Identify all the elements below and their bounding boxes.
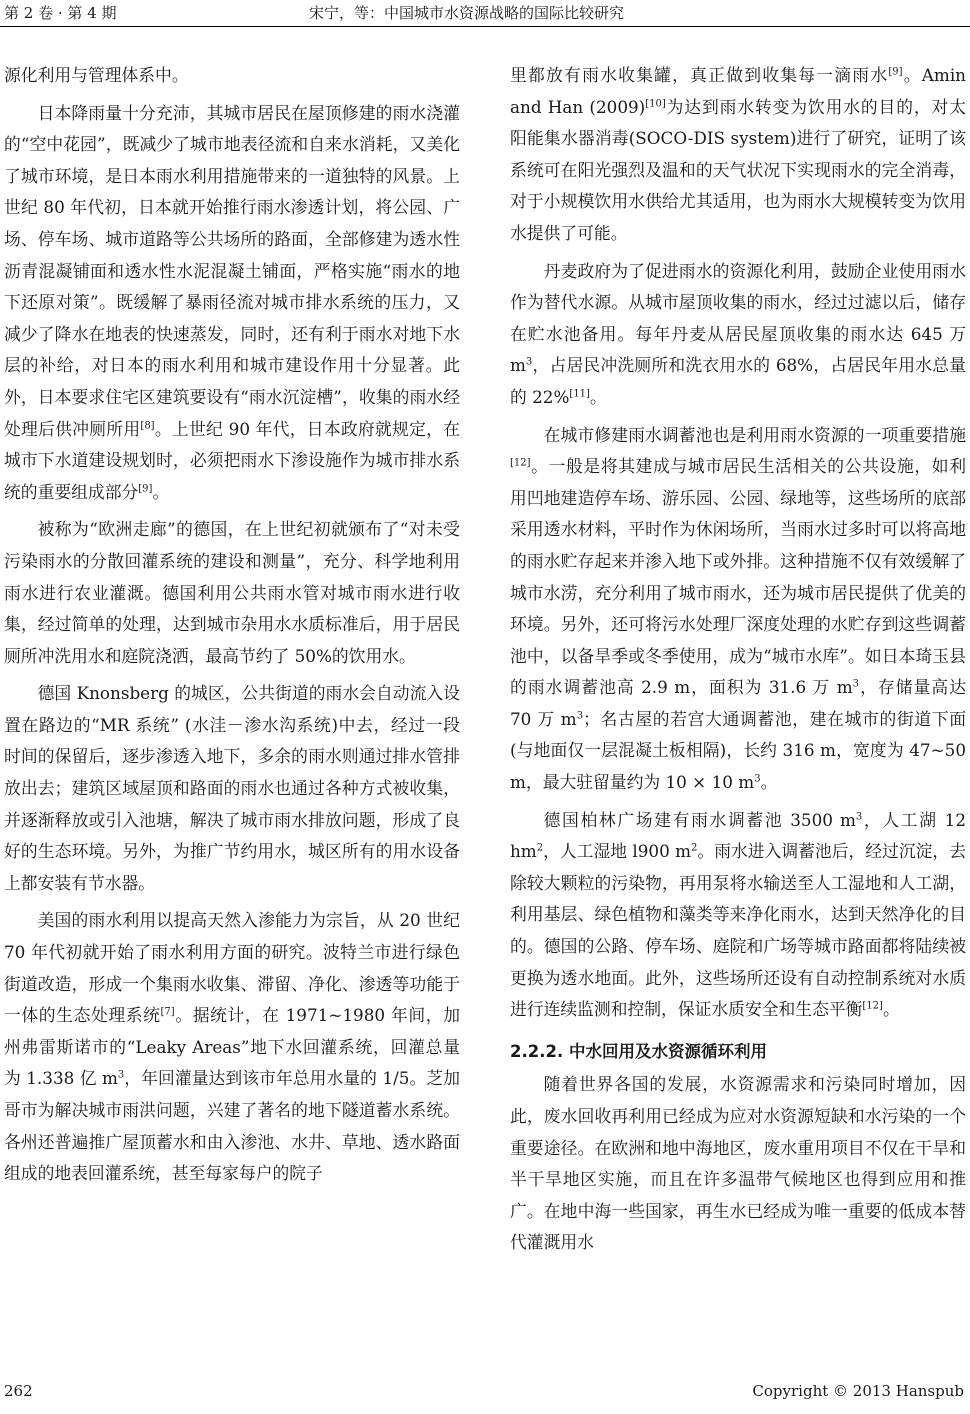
citation: [9] [138, 483, 153, 495]
page-number: 262 [4, 1382, 33, 1400]
citation: [12] [510, 457, 531, 469]
left-column [4, 60, 460, 1196]
citation: [12] [862, 1000, 883, 1012]
section-heading: 2.2.2. 中水回用及水资源循环利用 [510, 1041, 767, 1061]
superscript: 3 [117, 1069, 125, 1081]
paragraph-japan: 日本降雨量十分充沛，其城市居民在屋顶修建的雨水浇灌的“空中花园”，既减少了城市地表径流和自来水消耗，又美化了城市环境，是日本雨水利用措施带来的一道独特的风景。上世纪 80 年代初，日本就开始推行雨水渗透计划，将公园、广场、停车场、城市道路等公共场所的路面，全部修建为透水性沥青混凝铺面和透水性水泥混凝土铺面，严格实施“雨水的地下还原对策”。既缓解了暴雨径流对城市排水系统的压力，又减少了降水在地表的快速蒸发，同时，还有利于雨水对地下水层的补给，对日本的雨水利用和城市建设作用十分显著。此外，日本要求住宅区建筑要设有“雨水沉淀槽”，收集的雨水经处理后供冲厕所用[8]。上世纪 90 年代，日本政府就规定，在城市下水道建设规划时，必须把雨水下渗设施作为城市排水系统的重要组成部分[9]。 [4, 102, 460, 502]
paragraph-germany: 被称为“欧洲走廊”的德国，在上世纪初就颁布了“对未受污染雨水的分散回灌系统的建设和测量”，充分、科学地利用雨水进行农业灌溉。德国利用公共雨水管对城市雨水进行收集，经过简单的处理，达到城市杂用水水质标准后，用于居民厕所冲洗用水和庭院浇洒，最高节约了 50%的饮用水。 [4, 519, 460, 666]
citation: [10] [645, 98, 666, 109]
paragraph-knonsberg: 德国 Knonsberg 的城区，公共街道的雨水会自动流入设置在路边的“MR 系统” (水洼－渗水沟系统)中去，经过一段时间的保留后，逐步渗透入地下，多余的雨水则通过排水管排放出去；建筑区域屋顶和路面的雨水也通过各种方式被收集，并逐渐释放或引入池塘，解决了城市雨水排放问题，形成了良好的生态环境。另外，为推广节约用水，城区所有的用水设备上都安装有节水器。 [4, 683, 460, 893]
paragraph-storage-ponds: 在城市修建雨水调蓄池也是利用雨水资源的一项重要措施[12]。一般是将其建成与城市居民生活相关的公共设施，如利用凹地建造停车场、游乐园、公园、绿地等，这些场所的底部采用透水材料，平时作为休闲场所，当雨水过多时可以将高地的雨水贮存起来并渗入地下或外排。这种措施不仅有效缓解了城市水涝，充分利用了城市雨水，还为城市居民提供了优美的环境。另外，还可将污水处理厂深度处理的水贮存到这些调蓄池中，以备旱季或冬季使用，成为“城市水库”。如日本琦玉县的雨水调蓄池高 2.9 m，面积为 31.6 万 $m^3$，存储量高达 70 万 $m^3$；名古屋的若宫大通调蓄池，建在城市的街道下面(与地面仅一层混凝土板相隔)，长约 316 m，宽度为 47~50 m，最大驻留量约为 10 × 10 $m^3$。 [510, 424, 966, 793]
running-title: 宋宁，等：中国城市水资源战略的国际比较研究 [309, 4, 625, 22]
superscript: 2 [536, 842, 544, 854]
citation: [7] [160, 1006, 175, 1018]
paragraph-denmark: 丹麦政府为了促进雨水的资源化利用，鼓励企业使用雨水作为替代水源。从城市屋顶收集的雨水，经过过滤以后，储存在贮水池备用。每年丹麦从居民屋顶收集的雨水达 645 万 $m^3$，占居民冲洗厕所和洗衣用水的 68%，占居民年用水总量的 22%[11]。 [510, 260, 966, 407]
copyright: Copyright © 2013 Hanspub [752, 1382, 964, 1400]
right-column [510, 60, 966, 1265]
running-header [0, 0, 970, 27]
superscript: 2 [691, 842, 698, 854]
paragraph-water-reuse: 随着世界各国的发展，水资源需求和污染同时增加，因此，废水回收再利用已经成为应对水资源短缺和水污染的一个重要途径。在欧洲和地中海地区，废水重用项目不仅在干旱和半干旱地区实施，而且在许多温带气候地区也得到应用和推广。在地中海一些国家，再生水已经成为唯一重要的低成本替代灌溉用水 [510, 1074, 966, 1253]
superscript: 3 [525, 356, 533, 368]
superscript: 3 [852, 678, 860, 690]
superscript: 3 [855, 811, 863, 823]
superscript: 3 [754, 773, 761, 785]
volume-issue: 第 2 卷 · 第 4 期 [4, 4, 117, 22]
paragraph-continuation: 里都放有雨水收集罐，真正做到收集每一滴雨水[9]。Amin and Han (2009)[10]为达到雨水转变为饮用水的目的，对太阳能集水器消毒(SOCO-DIS system)进行了研究，证明了该系统可在阳光强烈及温和的天气状况下实现雨水的完全消毒，对于小规模饮用水供给尤其适用，也为雨水大规模转变为饮用水提供了可能。 [510, 65, 966, 243]
citation: [9] [888, 66, 903, 78]
citation: [11] [569, 388, 590, 400]
citation: [8] [140, 419, 155, 431]
paragraph-usa: 美国的雨水利用以提高天然入渗能力为宗旨，从 20 世纪 70 年代初就开始了雨水利用方面的研究。波特兰市进行绿色街道改造，形成一个集雨水收集、滞留、净化、渗透等功能于一体的生态处理系统[7]。据统计，在 1971~1980 年间，加州弗雷斯诺市的“Leaky Areas”地下水回灌系统，回灌总量为 1.338 亿 $m^3$，年回灌量达到该市年总用水量的 1/5。芝加哥市为解决城市雨洪问题，兴建了著名的地下隧道蓄水系统。各州还普遍推广屋顶蓄水和由入渗池、水井、草地、透水路面组成的地表回灌系统，甚至每家每户的院子 [4, 910, 460, 1184]
paragraph-berlin: 德国柏林广场建有雨水调蓄池 3500 $m^3$，人工湖 12 $hm^2$，人工湿地 l900 $m^2$。雨水进入调蓄池后，经过沉淀，去除较大颗粒的污染物，再用泵将水输送至人工湿地和人工湖，利用基层、绿色植物和藻类等来净化雨水，达到天然净化的目的。德国的公路、停车场、庭院和广场等城市路面都将陆续被更换为透水地面。此外，这些场所还设有自动控制系统对水质进行连续监测和控制，保证水质安全和生态平衡[12]。 [510, 809, 966, 1020]
paragraph-continuation: 源化利用与管理体系中。 [4, 65, 189, 85]
superscript: 3 [576, 710, 584, 722]
